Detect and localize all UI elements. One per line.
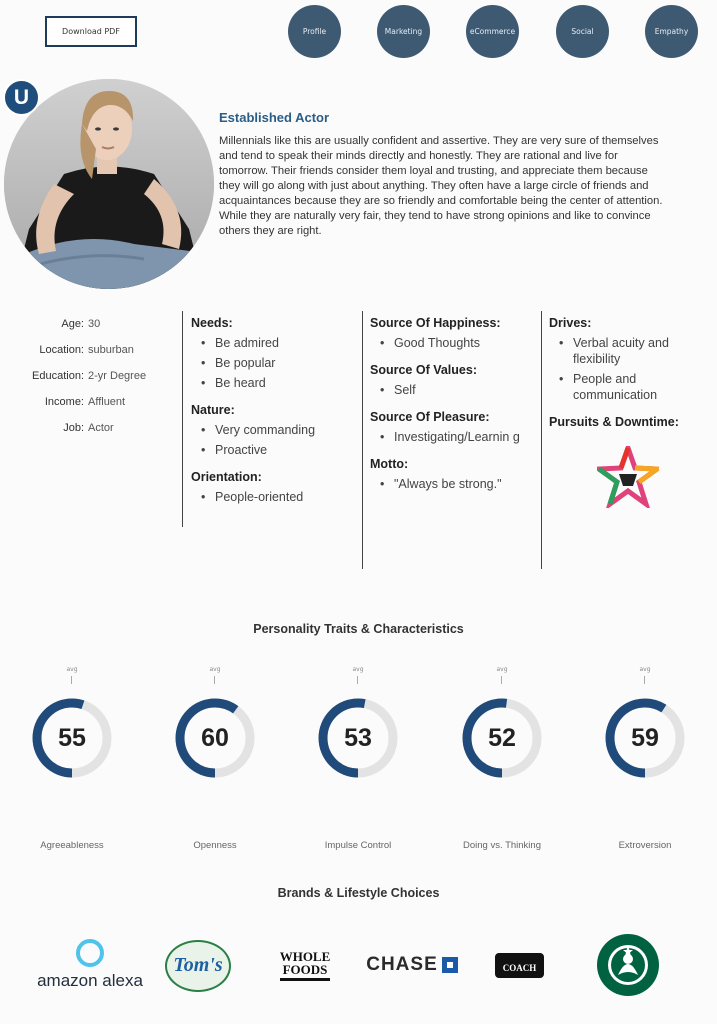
persona-description: Millennials like this are usually confident and assertive. They are very sure of themselves and tend to speak their minds directly and honestly. They are rational and live for tomorrow. Their friends consider them loyal and trusting, and appreciate them because they will go along with just about anything. They often have a large circle of friends and acquaintances because they are so friendly and comfortable being the center of attention. While they are naturally very fair, they tend to have strong opinions and like to convince others they are right. bbox=[219, 135, 663, 237]
trait-score: 52 bbox=[488, 723, 516, 752]
fact-age bbox=[20, 318, 170, 344]
fact-value: Affluent bbox=[88, 396, 126, 408]
trait-label: Extroversion bbox=[618, 840, 672, 851]
fact-education bbox=[20, 370, 170, 396]
list-item: • Be heard bbox=[191, 375, 361, 391]
nature-list bbox=[191, 422, 361, 458]
nav-empathy[interactable]: Empathy bbox=[645, 5, 698, 58]
list-item: • Very commanding bbox=[191, 422, 361, 438]
brands-title: Brands & Lifestyle Choices bbox=[277, 886, 440, 900]
list-item: • Proactive bbox=[191, 442, 361, 458]
fact-label: Location: bbox=[39, 344, 84, 356]
needs-list bbox=[191, 335, 361, 391]
pleasure-heading: Source Of Pleasure: bbox=[370, 410, 490, 424]
avg-marker-label: avg bbox=[496, 666, 508, 673]
pleasure-list bbox=[370, 429, 538, 445]
fact-value: suburban bbox=[88, 344, 134, 356]
brand-name: COACH bbox=[502, 962, 537, 973]
orientation-list bbox=[191, 489, 361, 505]
avg-tick bbox=[71, 676, 72, 684]
trait-label: Doing vs. Thinking bbox=[463, 840, 541, 851]
motto-heading: Motto: bbox=[370, 457, 409, 471]
avg-marker-label: avg bbox=[209, 666, 221, 673]
fact-label: Job: bbox=[63, 422, 84, 434]
avg-tick bbox=[644, 676, 645, 684]
traits-title: Personality Traits & Characteristics bbox=[253, 622, 464, 636]
nav-profile[interactable]: Profile bbox=[288, 5, 341, 58]
happiness-heading: Source Of Happiness: bbox=[370, 316, 501, 330]
trait-openness bbox=[160, 666, 270, 856]
drives-list bbox=[549, 335, 709, 403]
drives-heading: Drives: bbox=[549, 316, 592, 330]
trait-score: 60 bbox=[201, 723, 229, 752]
brand-name: amazon alexa bbox=[37, 971, 143, 990]
avg-tick bbox=[501, 676, 502, 684]
list-item: • Be admired bbox=[191, 335, 361, 351]
avg-tick bbox=[214, 676, 215, 684]
fact-label: Education: bbox=[32, 370, 84, 382]
brand-whole-foods-logo: WHOLE FOODS bbox=[275, 945, 335, 985]
list-item: • Verbal acuity and flexibility bbox=[549, 335, 709, 367]
list-item: • People-oriented bbox=[191, 489, 361, 505]
orientation-heading: Orientation: bbox=[191, 470, 262, 484]
list-item: • Be popular bbox=[191, 355, 361, 371]
list-item: • "Always be strong." bbox=[370, 476, 538, 492]
trait-doing-vs-thinking bbox=[447, 666, 557, 856]
trait-score: 53 bbox=[344, 723, 372, 752]
brand-toms-logo: Tom's bbox=[163, 938, 233, 993]
brand-coach-logo bbox=[492, 955, 547, 975]
avg-marker-label: avg bbox=[352, 666, 364, 673]
trait-agreeableness bbox=[17, 666, 127, 856]
persona-title: Established Actor bbox=[219, 110, 330, 125]
list-item: • Good Thoughts bbox=[370, 335, 538, 351]
divider bbox=[182, 311, 183, 527]
nav-ecommerce[interactable]: eCommerce bbox=[466, 5, 519, 58]
needs-heading: Needs: bbox=[191, 316, 233, 330]
brand-amazon-alexa-logo bbox=[30, 935, 150, 995]
trait-label: Openness bbox=[193, 840, 237, 851]
trait-score: 55 bbox=[58, 723, 86, 752]
avg-marker-label: avg bbox=[639, 666, 651, 673]
persona-badge: U bbox=[3, 79, 40, 116]
fact-label: Income: bbox=[44, 396, 84, 408]
fact-value: 30 bbox=[88, 318, 101, 330]
motto-list bbox=[370, 476, 538, 492]
brand-starbucks-logo bbox=[595, 932, 661, 998]
fact-income bbox=[20, 396, 170, 422]
nav-marketing[interactable]: Marketing bbox=[377, 5, 430, 58]
fact-job bbox=[20, 422, 170, 448]
brand-chase-logo bbox=[362, 950, 462, 980]
fact-location bbox=[20, 344, 170, 370]
persona-facts bbox=[20, 318, 170, 448]
avg-tick bbox=[357, 676, 358, 684]
divider bbox=[541, 311, 542, 569]
list-item: • People and communication bbox=[549, 371, 709, 403]
column-needs bbox=[191, 316, 361, 517]
nav-social[interactable]: Social bbox=[556, 5, 609, 58]
trait-score: 59 bbox=[631, 723, 659, 752]
trait-label: Agreeableness bbox=[40, 840, 104, 851]
fact-label: Age: bbox=[61, 318, 84, 330]
values-list bbox=[370, 382, 538, 398]
pursuits-heading: Pursuits & Downtime: bbox=[549, 415, 679, 429]
happiness-list bbox=[370, 335, 538, 351]
divider bbox=[362, 311, 363, 569]
column-sources bbox=[370, 316, 538, 504]
values-heading: Source Of Values: bbox=[370, 363, 477, 377]
brand-name: CHASE bbox=[366, 954, 438, 975]
nature-heading: Nature: bbox=[191, 403, 235, 417]
fact-value: Actor bbox=[88, 422, 114, 434]
trait-label: Impulse Control bbox=[324, 840, 392, 851]
download-pdf-button[interactable]: Download PDF bbox=[45, 16, 137, 47]
list-item: • Investigating/Learnin g bbox=[370, 429, 538, 445]
star-logo-icon bbox=[597, 446, 659, 508]
avg-marker-label: avg bbox=[66, 666, 78, 673]
list-item: • Self bbox=[370, 382, 538, 398]
fact-value: 2-yr Degree bbox=[88, 370, 147, 382]
trait-impulse-control bbox=[303, 666, 413, 856]
column-drives bbox=[549, 316, 709, 434]
persona-photo bbox=[4, 79, 214, 289]
trait-extroversion bbox=[590, 666, 700, 856]
